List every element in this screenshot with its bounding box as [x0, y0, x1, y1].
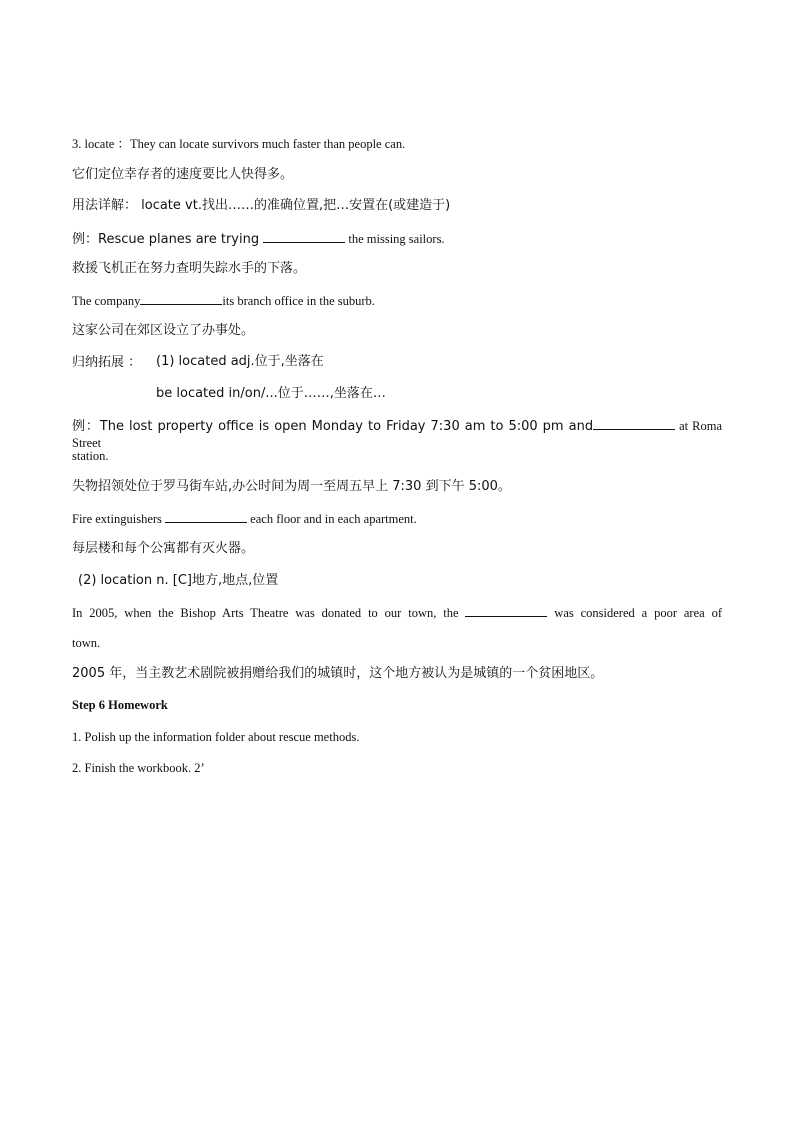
translation-line: 2005 年，当主教艺术剧院被捐赠给我们的城镇时，这个地方被认为是城镇的一个贫困地区。: [72, 666, 604, 681]
fill-blank: [263, 230, 345, 243]
extension-heading: [72, 354, 722, 371]
vocab-item-locate: 3. locate ：They can locate survivors much faster than people can.: [72, 137, 406, 151]
example-text: the missing sailors.: [345, 232, 445, 246]
extension-item-2: (2) location n. [C]地方,地点,位置: [78, 573, 279, 588]
example-text: Fire extinguishers: [72, 512, 166, 526]
translation-line: 每层楼和每个公寓都有灭火器。: [72, 541, 255, 556]
extension-label: 归纳拓展 ：: [72, 355, 142, 370]
homework-item-2: 2. Finish the workbook. 2’: [72, 761, 205, 775]
fill-blank: [165, 510, 247, 523]
example-sentence-1: [72, 230, 722, 248]
example-text: 例：The lost property office is open Monday to Friday 7:30 am to 5:00 pm and: [72, 419, 594, 434]
example-text: at Roma Street: [72, 419, 722, 450]
translation-line: 它们定位幸存者的速度要比人快得多。: [72, 167, 294, 182]
example-sentence-5-cont: town.: [72, 636, 101, 650]
example-sentence-3: [72, 417, 722, 451]
homework-item-1: 1. Polish up the information folder about rescue methods.: [72, 730, 360, 744]
example-text: The company: [72, 294, 141, 308]
usage-explanation: 用法详解： locate vt.找出……的准确位置,把…安置在(或建造于): [72, 198, 451, 213]
example-sentence-3-cont: station.: [72, 449, 109, 463]
example-sentence-4: [72, 510, 722, 527]
section-heading-homework: Step 6 Homework: [72, 698, 168, 712]
example-sentence-5: [72, 604, 722, 621]
example-sentence-2: [72, 292, 722, 309]
example-text: its branch office in the suburb.: [222, 294, 375, 308]
translation-line: 失物招领处位于罗马街车站,办公时间为周一至周五早上 7:30 到下午 5:00。: [72, 479, 511, 494]
example-text: In 2005, when the Bishop Arts Theatre was donated to our town, the: [72, 606, 466, 620]
fill-blank: [593, 417, 675, 430]
example-text: each floor and in each apartment.: [247, 512, 417, 526]
extension-item-1: (1) located adj.位于,坐落在: [156, 354, 324, 369]
translation-line: 这家公司在郊区设立了办事处。: [72, 323, 255, 338]
example-text: was considered a poor area of: [547, 606, 722, 620]
fill-blank: [465, 604, 547, 617]
extension-phrase: be located in/on/...位于……,坐落在…: [156, 386, 386, 401]
translation-line: 救援飞机正在努力查明失踪水手的下落。: [72, 261, 307, 276]
fill-blank: [140, 292, 222, 305]
example-text: 例：Rescue planes are trying: [72, 232, 264, 247]
